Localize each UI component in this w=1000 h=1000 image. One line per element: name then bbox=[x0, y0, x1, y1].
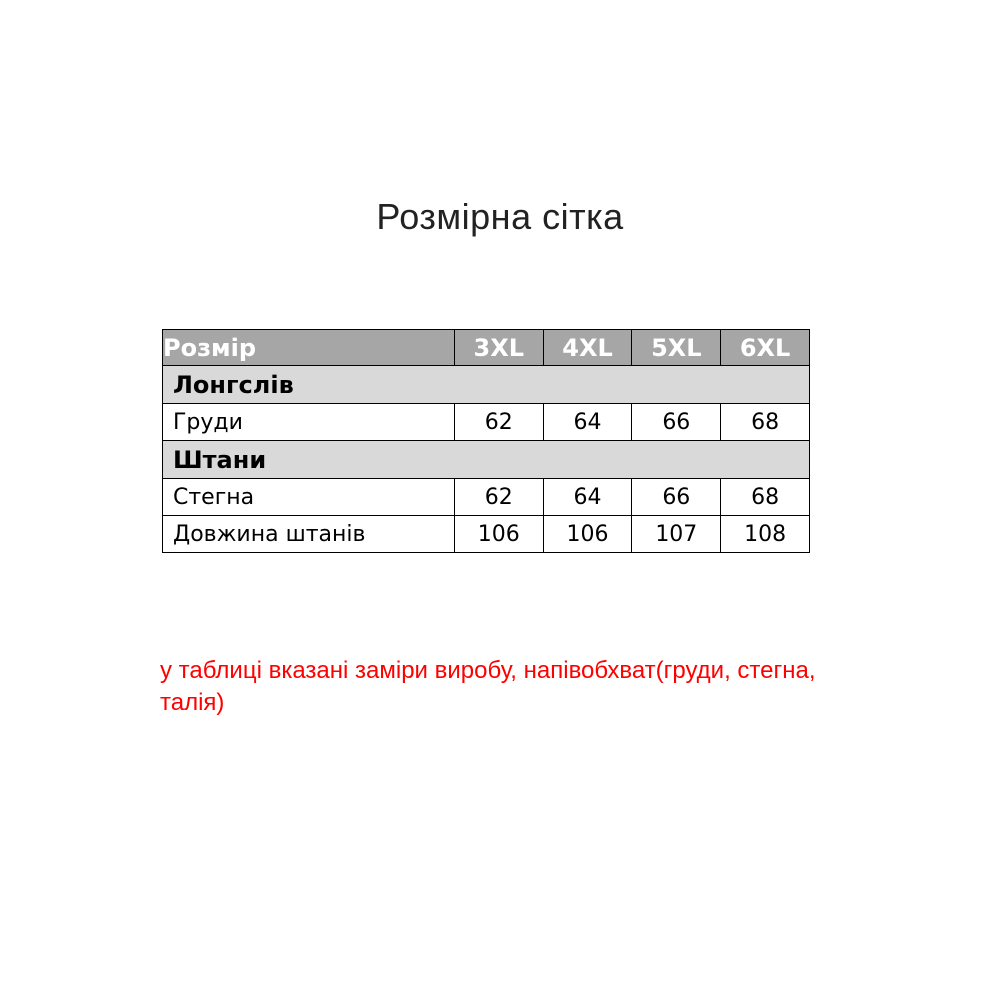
measurement-note: у таблиці вказані заміри виробу, напівобхват(груди, стегна, талія) bbox=[160, 657, 816, 716]
table-cell: 68 bbox=[721, 479, 810, 516]
table-cell: 106 bbox=[454, 516, 543, 553]
table-cell: 68 bbox=[721, 404, 810, 441]
section-row-longsleeve bbox=[163, 366, 810, 404]
size-chart-table bbox=[162, 329, 810, 553]
table-row bbox=[163, 516, 810, 553]
section-title: Штани bbox=[163, 441, 810, 479]
header-size-5xl: 5XL bbox=[632, 330, 721, 366]
row-label: Довжина штанів bbox=[163, 516, 455, 553]
header-size-label: Розмір bbox=[163, 330, 455, 366]
table-cell: 62 bbox=[454, 404, 543, 441]
table-header-row bbox=[163, 330, 810, 366]
table-cell: 66 bbox=[632, 479, 721, 516]
header-size-3xl: 3XL bbox=[454, 330, 543, 366]
table-cell: 107 bbox=[632, 516, 721, 553]
table-cell: 64 bbox=[543, 479, 632, 516]
row-label: Груди bbox=[163, 404, 455, 441]
table-cell: 64 bbox=[543, 404, 632, 441]
section-title: Лонгслів bbox=[163, 366, 810, 404]
section-row-pants bbox=[163, 441, 810, 479]
table-cell: 62 bbox=[454, 479, 543, 516]
header-size-6xl: 6XL bbox=[721, 330, 810, 366]
table-row bbox=[163, 404, 810, 441]
table-row bbox=[163, 479, 810, 516]
table-cell: 66 bbox=[632, 404, 721, 441]
table-cell: 108 bbox=[721, 516, 810, 553]
row-label: Стегна bbox=[163, 479, 455, 516]
header-size-4xl: 4XL bbox=[543, 330, 632, 366]
page-title: Розмірна сітка bbox=[376, 196, 624, 237]
table-cell: 106 bbox=[543, 516, 632, 553]
